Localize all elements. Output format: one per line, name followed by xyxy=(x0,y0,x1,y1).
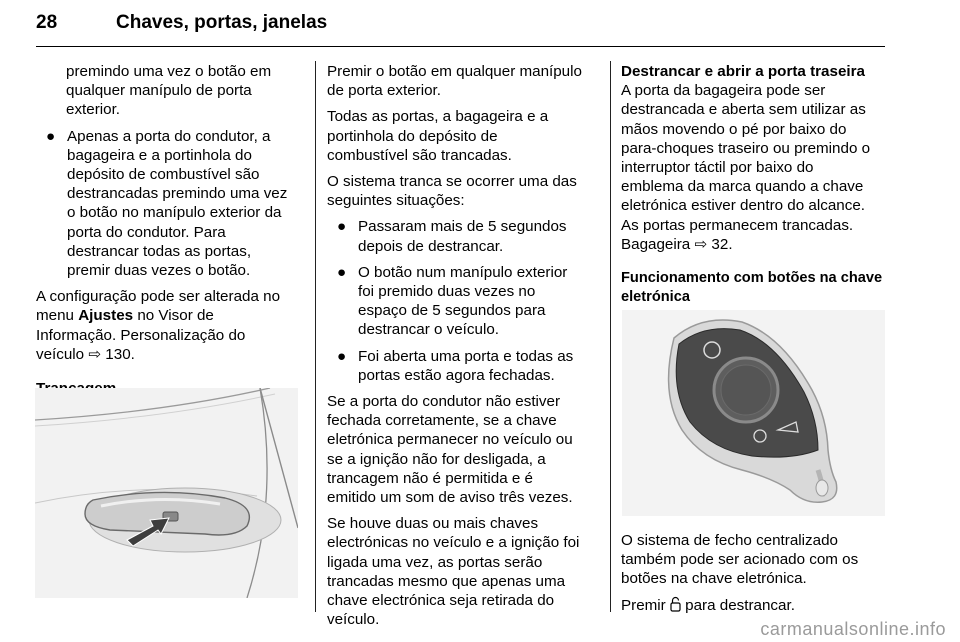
list-item: ● Foi aberta uma porta e todas as portas estão agora fechadas. xyxy=(337,347,574,384)
page-header xyxy=(36,2,885,48)
paragraph: Se a porta do condutor não estiver fechada corretamente, se a chave eletrónica permanecer no veículo ou se a ignição não for desligada, a trancagem não é permitida e é emitido um som de aviso três vezes. xyxy=(327,393,573,507)
door-handle-drawing xyxy=(35,388,298,598)
header-rule xyxy=(36,46,885,47)
door-handle-illustration xyxy=(35,388,298,598)
paragraph: Premir o botão em qualquer manípulo de porta exterior. xyxy=(327,63,582,100)
page-ref-arrow-icon: ⇨ xyxy=(88,345,102,363)
bullet-dot: ● xyxy=(337,218,347,236)
page-ref-arrow-icon: ⇨ xyxy=(694,235,708,253)
padlock-open-icon xyxy=(670,596,681,617)
section-heading: Destrancar e abrir a porta traseira xyxy=(621,63,865,80)
bullet-dot: ● xyxy=(46,127,56,145)
continued-text: premindo uma vez o botão em qualquer manípulo de porta exterior. xyxy=(66,63,272,119)
column-right xyxy=(621,62,891,314)
paragraph: Se houve duas ou mais chaves electrónicas no veículo e a ignição foi ligada uma vez, as portas serão trancadas mesmo que apenas uma chave electrónica seja retirada do veículo. xyxy=(327,515,580,629)
bullet-dot: ● xyxy=(337,263,347,281)
unlock-paragraph: Premir para destrancar. xyxy=(621,596,891,617)
bullet-list xyxy=(327,217,602,385)
column-divider xyxy=(315,61,316,612)
page-title: Chaves, portas, janelas xyxy=(116,12,328,33)
column-middle xyxy=(327,62,602,636)
list-item: ● Apenas a porta do condutor, a bagageira e a portinhola do depósito de combustível são destrancadas premindo uma vez o botão no manípulo exterior da porta do condutor. Para destrancar todas as portas, premir duas vezes o botão. xyxy=(46,127,288,280)
section-heading: Funcionamento com botões na chave eletrónica xyxy=(621,270,883,306)
paragraph: Todas as portas, a bagageira e a portinhola do depósito de combustível são trancadas. xyxy=(327,108,549,164)
column-right-lower xyxy=(621,531,891,624)
column-left xyxy=(36,62,306,405)
column-divider xyxy=(610,61,611,612)
page-number: 28 xyxy=(36,12,58,33)
menu-ajustes: Ajustes xyxy=(78,307,134,325)
bullet-dot: ● xyxy=(337,347,347,365)
list-item: ● Passaram mais de 5 segundos depois de destrancar. xyxy=(337,218,567,255)
tailgate-paragraph: A porta da bagageira pode ser destrancada e aberta sem utilizar as mãos movendo o pé por baixo do para-choques traseiro ou premindo o interruptor táctil por baixo do emblema da marca quando a chave eletrónica estiver dentro do alcance. As portas permanecem trancadas. Bagageira ⇨ 32. xyxy=(621,82,871,253)
key-fob-illustration xyxy=(622,310,885,516)
config-paragraph: A configuração pode ser alterada no menu Ajustes no Visor de Informação. Personalização do veículo ⇨ 130. xyxy=(36,288,281,363)
paragraph: O sistema de fecho centralizado também pode ser acionado com os botões na chave eletrónica. xyxy=(621,532,859,588)
bullet-list xyxy=(36,127,306,281)
watermark: carmanualsonline.info xyxy=(760,619,946,639)
list-item: ● O botão num manípulo exterior foi premido duas vezes no espaço de 5 segundos para destrancar o veículo. xyxy=(337,263,568,339)
key-fob-drawing xyxy=(622,310,885,516)
paragraph: O sistema tranca se ocorrer uma das seguintes situações: xyxy=(327,173,577,210)
